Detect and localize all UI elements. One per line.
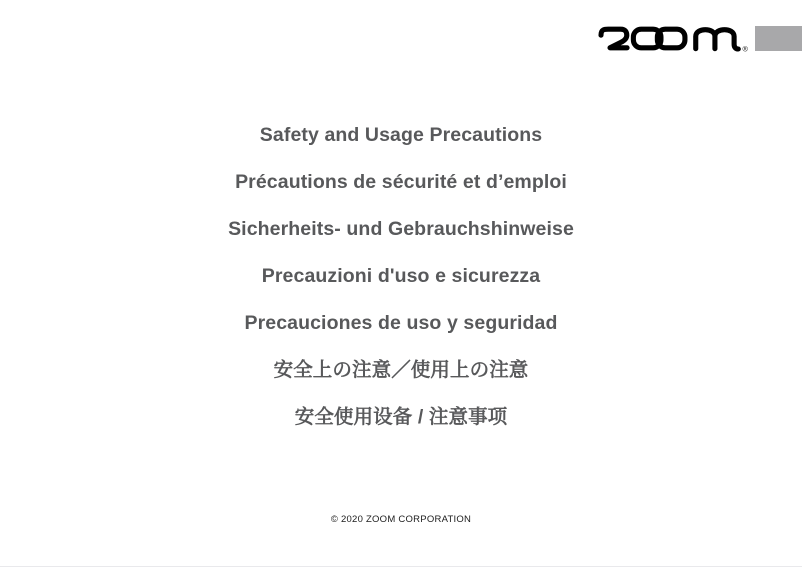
copyright-text: © 2020 ZOOM CORPORATION [330, 514, 472, 525]
header [598, 25, 802, 52]
gray-color-swatch [755, 26, 802, 51]
title-italian: Precauzioni d'uso e sicurezza [261, 265, 541, 287]
title-french: Précautions de sécurité et d’emploi [235, 171, 567, 193]
title-german: Sicherheits- und Gebrauchshinweise [228, 218, 574, 240]
title-spanish: Precauciones de uso y seguridad [244, 312, 558, 334]
registered-mark: ® [742, 44, 748, 52]
title-chinese: 安全使用设备 / 注意事项 [294, 406, 508, 428]
title-english: Safety and Usage Precautions [259, 124, 543, 146]
zoom-logo-icon [598, 25, 750, 52]
title-japanese: 安全上の注意／使用上の注意 [273, 359, 529, 381]
title-block [0, 112, 802, 441]
